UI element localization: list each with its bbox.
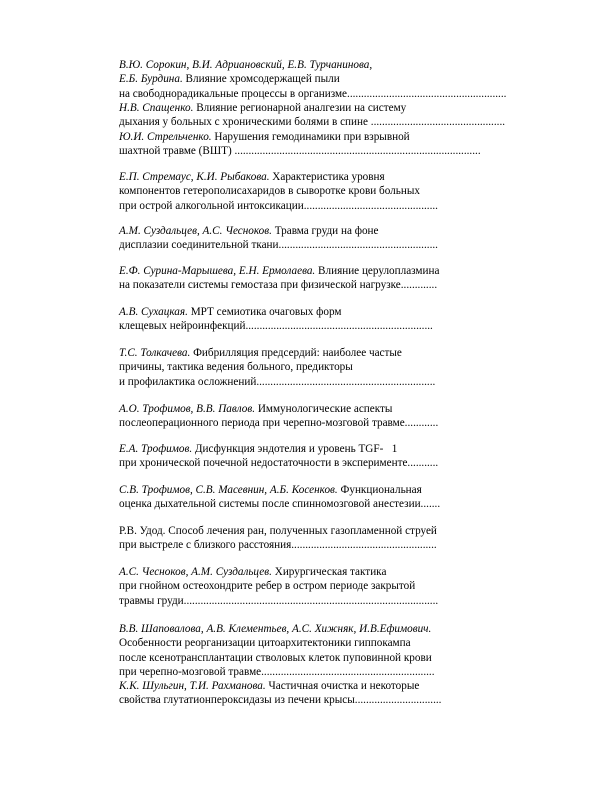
entry-line [119,58,506,72]
toc-entry [119,58,506,101]
toc-entry [119,565,438,608]
entry-text: Влияние регионарной аналгезии на систему [193,102,407,114]
toc-entry [119,101,505,130]
entry-line [119,199,438,213]
entry-line [119,278,439,292]
entry-text: Влияние хромсодержащей пыли [182,73,340,86]
entry-line [119,375,435,389]
toc-entry [119,679,441,708]
entry-authors: А.М. Суздальцев, А.С. Чесноков. [119,225,272,237]
toc-entry [119,442,438,471]
toc-entry [119,170,438,213]
entry-line [119,622,435,636]
entry-text: дыхания у больных с хроническими болями в спине ................................................ [119,116,506,129]
entry-line [119,693,441,707]
entry-text: Р.В. Удод. Способ лечения ран, полученных газопламенной струей [119,525,437,537]
entry-text: Фибрилляция предсердий: наиболее частые [190,347,402,359]
entry-text: Функциональная [337,484,422,496]
entry-authors: В.Ю. Сорокин, В.И. Адриановский, Е.В. Турчанинова, [119,59,373,71]
entry-line [119,497,440,511]
toc-entry [119,483,440,512]
entry-authors: Т.С. Толкачева. [119,347,191,359]
entry-authors: Е.Б. Бурдина. [119,73,183,86]
toc-entry [119,524,437,553]
entry-text: при гнойном остеохондрите ребер в остром периоде закрытой [119,580,416,593]
entry-text: послеоперационного периода при черепно-мозговой травме............ [119,417,439,430]
entry-text: МРТ семиотика очаговых форм [187,306,342,318]
entry-text: Травма груди на фоне [271,225,379,237]
entry-authors: А.С. Чесноков, А.М. Суздальцев. [119,566,272,578]
entry-text: при черепно-мозговой травме.............................................................. [119,666,435,679]
entry-line [119,319,433,333]
toc-entry [119,224,438,253]
entry-authors: Ю.И. Стрельченко. [119,131,212,143]
toc-entry [119,346,435,389]
toc-entry [119,130,481,159]
entry-text: при острой алкогольной интоксикации................................................ [119,199,438,212]
entry-authors: Е.П. Стремаус, К.И. Рыбакова. [119,171,270,183]
entry-text: Нарушения гемодинамики при взрывной [211,131,410,143]
entry-text: оценка дыхательной системы после спинномозговой анестезии....... [119,498,441,511]
entry-line [119,346,435,360]
entry-authors: С.В. Трофимов, С.В. Масевнин, А.Б. Косенков. [119,484,338,496]
entry-line [119,170,438,184]
entry-line [119,87,506,101]
toc-entry [119,264,439,293]
entry-line [119,360,435,374]
entry-text: на показатели системы гемостаза при физической нагрузке............. [119,279,438,292]
toc-entry [119,402,438,431]
toc-entry [119,305,433,334]
entry-line [119,538,437,552]
entry-authors: Е.А. Трофимов. [119,443,193,455]
entry-text: Дисфункция эндотелия и уровень TGF- 1 [192,443,398,455]
entry-text: после ксенотрансплантации стволовых клеток пуповинной крови [119,651,432,664]
entry-text: свойства глутатионпероксидазы из печени крысы............................... [119,694,442,707]
toc-entry [119,622,435,680]
entry-line [119,72,506,86]
entry-text: Влияние церулоплазмина [315,265,440,277]
entry-authors: Н.В. Спащенко. [119,102,194,114]
entry-line [119,115,505,129]
entry-line [119,456,438,470]
entry-text: и профилактика осложнений................................................................ [119,375,436,388]
entry-authors: А.В. Сухацкая. [119,306,188,318]
entry-line [119,130,481,144]
entry-line [119,305,433,319]
entry-line [119,651,435,665]
entry-line [119,238,438,252]
entry-text: на свободнорадикальные процессы в организме......................................................... [119,87,507,100]
entry-line [119,594,438,608]
entry-line [119,679,441,693]
entry-line [119,144,481,158]
entry-line [119,565,438,579]
entry-line [119,442,438,456]
entry-line [119,524,437,538]
entry-text: дисплазии соединительной ткани......................................................... [119,239,438,252]
entry-text: клещевых нейроинфекций................................................................... [119,320,433,333]
entry-text: Иммунологические аспекты [255,403,393,415]
entry-line [119,416,438,430]
entry-authors: Е.Ф. Сурина-Марышева, Е.Н. Ермолаева. [119,265,316,277]
entry-line [119,402,438,416]
entry-text: причины, тактика ведения больного, предикторы [119,361,353,374]
entry-line [119,264,439,278]
entry-line [119,636,435,650]
entry-line [119,101,505,115]
entry-text: Хирургическая тактика [271,566,387,578]
entry-authors: А.О. Трофимов, В.В. Павлов. [119,403,256,415]
entry-text: компонентов гетерополисахаридов в сыворотке крови больных [119,185,420,198]
entry-text: травмы груди........................................................................................... [119,594,439,607]
entry-text: шахтной травме (ВШТ) ........................................................................................ [119,145,481,158]
entry-text: Характеристика уровня [269,171,385,183]
entry-line [119,224,438,238]
entry-line [119,483,440,497]
entry-text: Особенности реорганизации цитоархитектоники гиппокампа [119,637,411,650]
entry-text: Частичная очистка и некоторые [265,680,420,692]
entry-line [119,184,438,198]
entry-line [119,579,438,593]
entry-text: при выстреле с близкого расстояния.................................................... [119,539,437,552]
entry-line [119,665,435,679]
entry-authors: В.В. Шаповалова, А.В. Клементьев, А.С. Хижняк, И.В.Ефимович. [119,623,432,635]
entry-authors: К.К. Шульгин, Т.И. Рахманова. [119,680,266,692]
entry-text: при хронической почечной недостаточности в эксперименте........... [119,457,439,470]
